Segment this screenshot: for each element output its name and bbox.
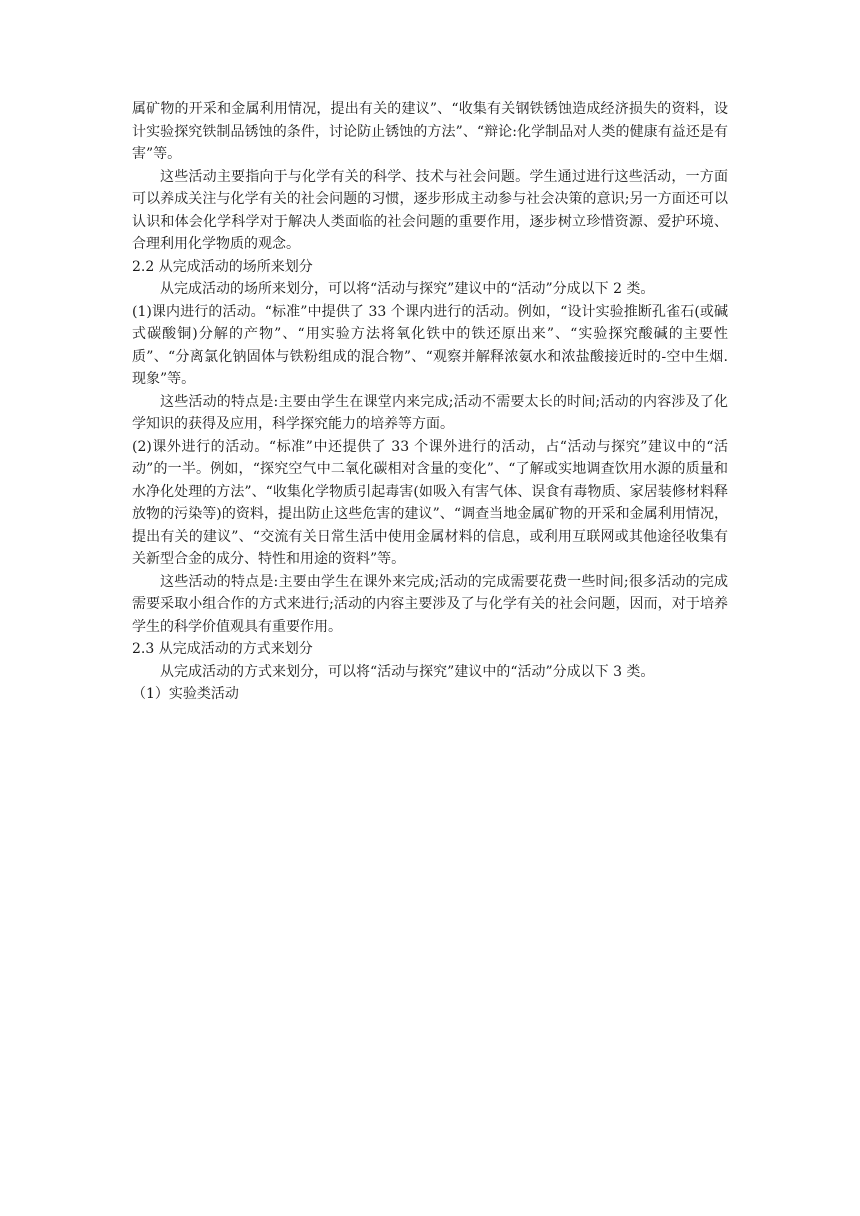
paragraph-in-class-features: 这些活动的特点是:主要由学生在课堂内来完成;活动不需要太长的时间;活动的内容涉及了化学知识的获得及应用，科学探究能力的培养等方面。 — [132, 393, 728, 432]
paragraph-location-intro: 从完成活动的场所来划分，可以将“活动与探究”建议中的“活动”分成以下 2 类。 — [160, 281, 655, 297]
list-item-experiment-activities: （1）实验类活动 — [132, 686, 239, 702]
paragraph-method-intro: 从完成活动的方式来划分，可以将“活动与探究”建议中的“活动”分成以下 3 类。 — [160, 663, 655, 680]
section-heading-2-3: 2.3 从完成活动的方式来划分 — [132, 641, 313, 657]
section-heading-2-2: 2.2 从完成活动的场所来划分 — [132, 258, 313, 275]
paragraph-continued: 属矿物的开采和金属利用情况，提出有关的建议”、“收集有关钢铁锈蚀造成经济损失的资料，设计实验探究铁制品锈蚀的条件，讨论防止锈蚀的方法”、“辩论:化学制品对人类的健康有益还是有害”等。 — [132, 101, 728, 162]
paragraph-out-of-class-features: 这些活动的特点是:主要由学生在课外来完成;活动的完成需要花费一些时间;很多活动的完成需要采取小组合作的方式来进行;活动的内容主要涉及了与化学有关的社会问题，因而，对于培养学生的科学价值观具有重要作用。 — [132, 573, 728, 635]
paragraph-out-of-class-activities: (2)课外进行的活动。“标准”中还提供了 33 个课外进行的活动，占“活动与探究”建议中的“活动”的一半。例如，“探究空气中二氧化碳相对含量的变化”、“了解或实地调查饮用水源的质量和水净化处理的方法”、“收集化学物质引起毒害(如吸入有害气体、误食有毒物质、家居装修材料释放物的污染等)的资料，提出防止这些危害的建议”、“调查当地金属矿物的开采和金属利用情况，提出有关的建议”、“交流有关日常生活中使用金属材料的信息，或利用互联网或其他途径收集有关新型合金的成分、特性和用途的资料”等。 — [132, 438, 728, 567]
document-page — [132, 98, 728, 706]
paragraph-sts-activities: 这些活动主要指向于与化学有关的科学、技术与社会问题。学生通过进行这些活动，一方面可以养成关注与化学有关的社会问题的习惯，逐步形成主动参与社会决策的意识;另一方面还可以认识和体会化学科学对于解决人类面临的社会问题的重要作用，逐步树立珍惜资源、爱护环境、合理利用化学物质的观念。 — [132, 168, 728, 252]
paragraph-in-class-activities: (1)课内进行的活动。“标准”中提供了 33 个课内进行的活动。例如，“设计实验推断孔雀石(或碱式碳酸铜)分解的产物”、“用实验方法将氧化铁中的铁还原出来”、“实验探究酸碱的主要性质”、“分离氯化钠固体与铁粉组成的混合物”、“观察并解释浓氨水和浓盐酸接近时的-空中生烟.现象”等。 — [132, 303, 728, 387]
